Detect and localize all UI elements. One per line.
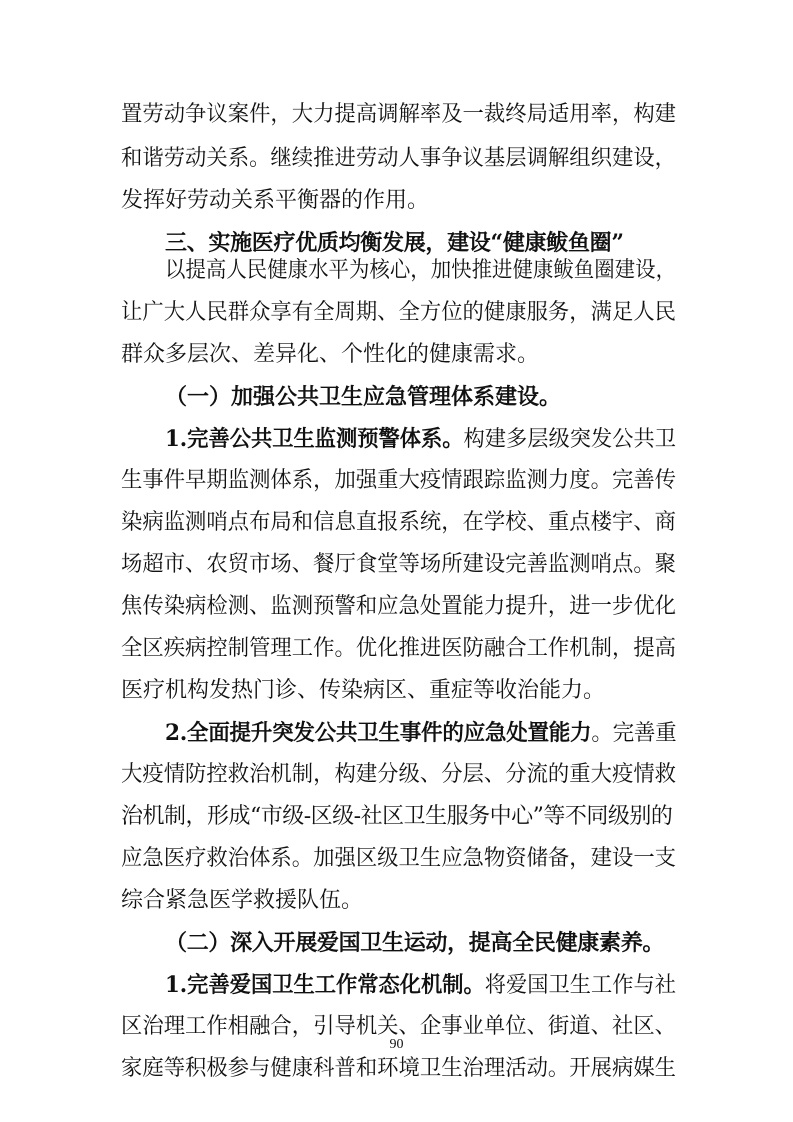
body-text-line: 治机制，形成“市级-区级-社区卫生服务中心”等不同级别的: [121, 804, 673, 829]
body-text-line: 医疗机构发热门诊、传染病区、重症等收治能力。: [121, 678, 606, 703]
body-text-line: 染病监测哨点布局和信息直报系统，在学校、重点楼宇、商: [121, 510, 677, 535]
body-text-line: 以提高人民健康水平为核心，加快推进健康鲅鱼圈建设，: [165, 258, 677, 283]
subsection-heading: （一）加强公共卫生应急管理体系建设。: [165, 384, 562, 410]
item-line: [165, 419, 676, 459]
item-line: [165, 965, 676, 1005]
body-text-line: 全区疾病控制管理工作。优化推进医防融合工作机制，提高: [121, 636, 677, 661]
section-heading: 三、实施医疗优质均衡发展，建设“健康鲅鱼圈”: [165, 230, 624, 256]
body-text-line: 综合紧急医学救援队伍。: [121, 888, 364, 913]
body-text-line: 发挥好劳动关系平衡器的作用。: [121, 188, 430, 213]
item-text: 构建多层级突发公共卫: [463, 427, 676, 452]
item-heading: 2.全面提升突发公共卫生事件的应急处置能力: [165, 720, 592, 746]
item-text: 将爱国卫生工作与社: [484, 973, 676, 998]
item-text: 。完善重: [591, 721, 677, 746]
body-text-line: 场超市、农贸市场、餐厅食堂等场所建设完善监测哨点。聚: [121, 552, 677, 577]
body-text-line: 让广大人民群众享有全周期、全方位的健康服务，满足人民: [121, 300, 677, 325]
body-text-line: 焦传染病检测、监测预警和应急处置能力提升，进一步优化: [121, 594, 677, 619]
body-text-line: 大疫情防控救治机制，构建分级、分层、分流的重大疫情救: [121, 762, 677, 787]
body-text-line: 和谐劳动关系。继续推进劳动人事争议基层调解组织建设，: [121, 146, 677, 171]
body-text-line: 家庭等积极参与健康科普和环境卫生治理活动。开展病媒生: [121, 1056, 677, 1081]
subsection-heading: （二）深入开展爱国卫生运动，提高全民健康素养。: [165, 930, 665, 956]
body-text-line: 生事件早期监测体系，加强重大疫情跟踪监测力度。完善传: [121, 468, 677, 493]
body-text-line: 群众多层次、差异化、个性化的健康需求。: [121, 342, 540, 367]
item-heading: 1.完善爱国卫生工作常态化机制。: [165, 972, 485, 998]
body-text-line: 置劳动争议案件，大力提高调解率及一裁终局适用率，构建: [121, 102, 677, 127]
item-heading: 1.完善公共卫生监测预警体系。: [165, 426, 464, 452]
body-text-line: 应急医疗救治体系。加强区级卫生应急物资储备，建设一支: [121, 846, 677, 871]
page-number: 90: [389, 1037, 404, 1052]
item-line: [165, 713, 676, 753]
body-text-line: 区治理工作相融合，引导机关、企事业单位、街道、社区、: [121, 1014, 677, 1039]
